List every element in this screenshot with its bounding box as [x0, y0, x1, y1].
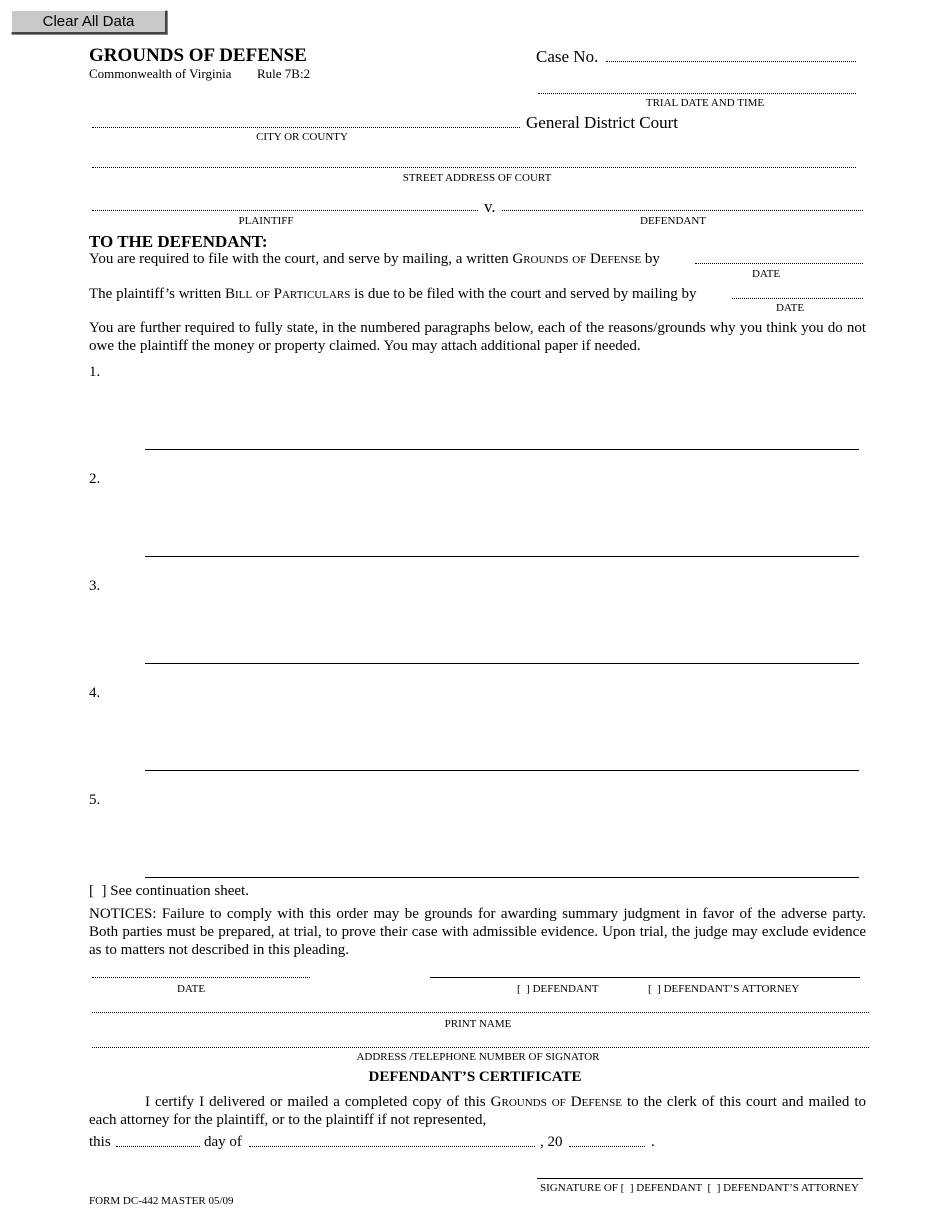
- signature-date-label: DATE: [176, 983, 206, 995]
- paragraph-number-5: 5.: [89, 792, 101, 808]
- city-county-label: CITY OR COUNTY: [256, 131, 348, 143]
- requirement-grounds-text-b: by: [641, 251, 660, 267]
- trial-date-field[interactable]: [538, 93, 856, 94]
- grounds-due-date-field[interactable]: [695, 263, 863, 264]
- certificate-this-label: this: [89, 1134, 111, 1150]
- requirement-bill-text-b: is due to be filed with the court and served by mailing by: [350, 286, 697, 302]
- requirement-grounds-text-a: You are required to file with the court, and serve by mailing, a written: [89, 251, 513, 267]
- bill-due-date-field[interactable]: [732, 298, 863, 299]
- requirement-grounds-text: [89, 251, 660, 268]
- certificate-day-field[interactable]: [116, 1146, 200, 1147]
- certificate-text-a: I certify I delivered or mailed a completed copy of this: [145, 1094, 491, 1110]
- case-no-field[interactable]: [606, 61, 856, 62]
- street-address-label: STREET ADDRESS OF COURT: [402, 172, 552, 184]
- print-name-field[interactable]: [92, 1012, 869, 1013]
- certificate-text-b: to the clerk of this court and mailed to each attorney for the plaintiff, or to the plaintiff if not represented,: [89, 1094, 867, 1128]
- paragraph-1-field[interactable]: [145, 449, 859, 450]
- street-address-field[interactable]: [92, 167, 856, 168]
- certificate-signature-field[interactable]: [537, 1178, 863, 1179]
- certificate-title: DEFENDANT’S CERTIFICATE: [368, 1069, 582, 1085]
- city-county-field[interactable]: [92, 127, 520, 128]
- paragraph-3-field[interactable]: [145, 663, 859, 664]
- certificate-signature-label: SIGNATURE OF [ ] DEFENDANT [ ] DEFENDANT’S ATTORNEY: [540, 1182, 859, 1194]
- defendant-field[interactable]: [502, 210, 863, 211]
- signature-date-field[interactable]: [92, 977, 310, 978]
- form-id: FORM DC-442 MASTER 05/09: [89, 1195, 234, 1207]
- defendant-label: DEFENDANT: [640, 215, 706, 227]
- versus-label: v.: [484, 197, 496, 216]
- trial-date-label: TRIAL DATE AND TIME: [645, 97, 765, 109]
- case-no-label: Case No.: [536, 47, 599, 66]
- certificate-month-field[interactable]: [249, 1146, 535, 1147]
- clear-all-data-button[interactable]: Clear All Data: [11, 10, 167, 34]
- requirement-bill-text-sc: Bill of Particulars: [224, 286, 351, 302]
- requirement-grounds-text-sc: Grounds of Defense: [512, 251, 642, 267]
- court-label: General District Court: [526, 113, 679, 132]
- further-instructions: You are further required to fully state, in the numbered paragraphs below, each of the reasons/grounds why you think you do not owe the plaintiff the money or property claimed. You may attach additional paper if needed.: [89, 320, 866, 354]
- certificate-text-sc: Grounds of Defense: [490, 1094, 622, 1110]
- paragraph-5-field[interactable]: [145, 877, 859, 878]
- paragraph-number-2: 2.: [89, 471, 101, 487]
- paragraph-2-field[interactable]: [145, 556, 859, 557]
- bill-date-label: DATE: [775, 302, 805, 314]
- signator-address-field[interactable]: [92, 1047, 869, 1048]
- defendant-attorney-checkbox[interactable]: [ ] DEFENDANT’S ATTORNEY: [648, 983, 800, 995]
- paragraph-number-1: 1.: [89, 364, 101, 380]
- form-title: GROUNDS OF DEFENSE: [89, 45, 307, 66]
- paragraph-number-3: 3.: [89, 578, 101, 594]
- defendant-signature-field[interactable]: [430, 977, 860, 978]
- plaintiff-field[interactable]: [92, 210, 478, 211]
- certificate-day-of-label: day of: [204, 1134, 242, 1150]
- signator-address-label: ADDRESS /TELEPHONE NUMBER OF SIGNATOR: [356, 1051, 600, 1063]
- defendant-checkbox[interactable]: [ ] DEFENDANT: [517, 983, 599, 995]
- certificate-year-prefix: , 20: [540, 1134, 563, 1150]
- grounds-date-label: DATE: [751, 268, 781, 280]
- requirement-bill-text: [89, 286, 697, 303]
- state-label: Commonwealth of Virginia: [89, 66, 232, 81]
- paragraph-number-4: 4.: [89, 685, 101, 701]
- to-defendant-heading: TO THE DEFENDANT:: [89, 232, 268, 251]
- paragraph-4-field[interactable]: [145, 770, 859, 771]
- continuation-sheet-checkbox[interactable]: [ ] See continuation sheet.: [89, 883, 249, 899]
- certificate-text: [89, 1093, 866, 1129]
- requirement-bill-text-a: The plaintiff’s written: [89, 286, 225, 302]
- notices-text: NOTICES: Failure to comply with this order may be grounds for awarding summary judgment in favor of the adverse party. Both parties must be prepared, at trial, to prove their case with admissible evidence. Upon trial, the judge may exclude evidence as to matters not described in this pleading.: [89, 906, 866, 958]
- print-name-label: PRINT NAME: [444, 1018, 512, 1030]
- plaintiff-label: PLAINTIFF: [238, 215, 294, 227]
- certificate-period: .: [651, 1134, 655, 1150]
- rule-label: Rule 7B:2: [257, 66, 311, 81]
- certificate-year-field[interactable]: [569, 1146, 645, 1147]
